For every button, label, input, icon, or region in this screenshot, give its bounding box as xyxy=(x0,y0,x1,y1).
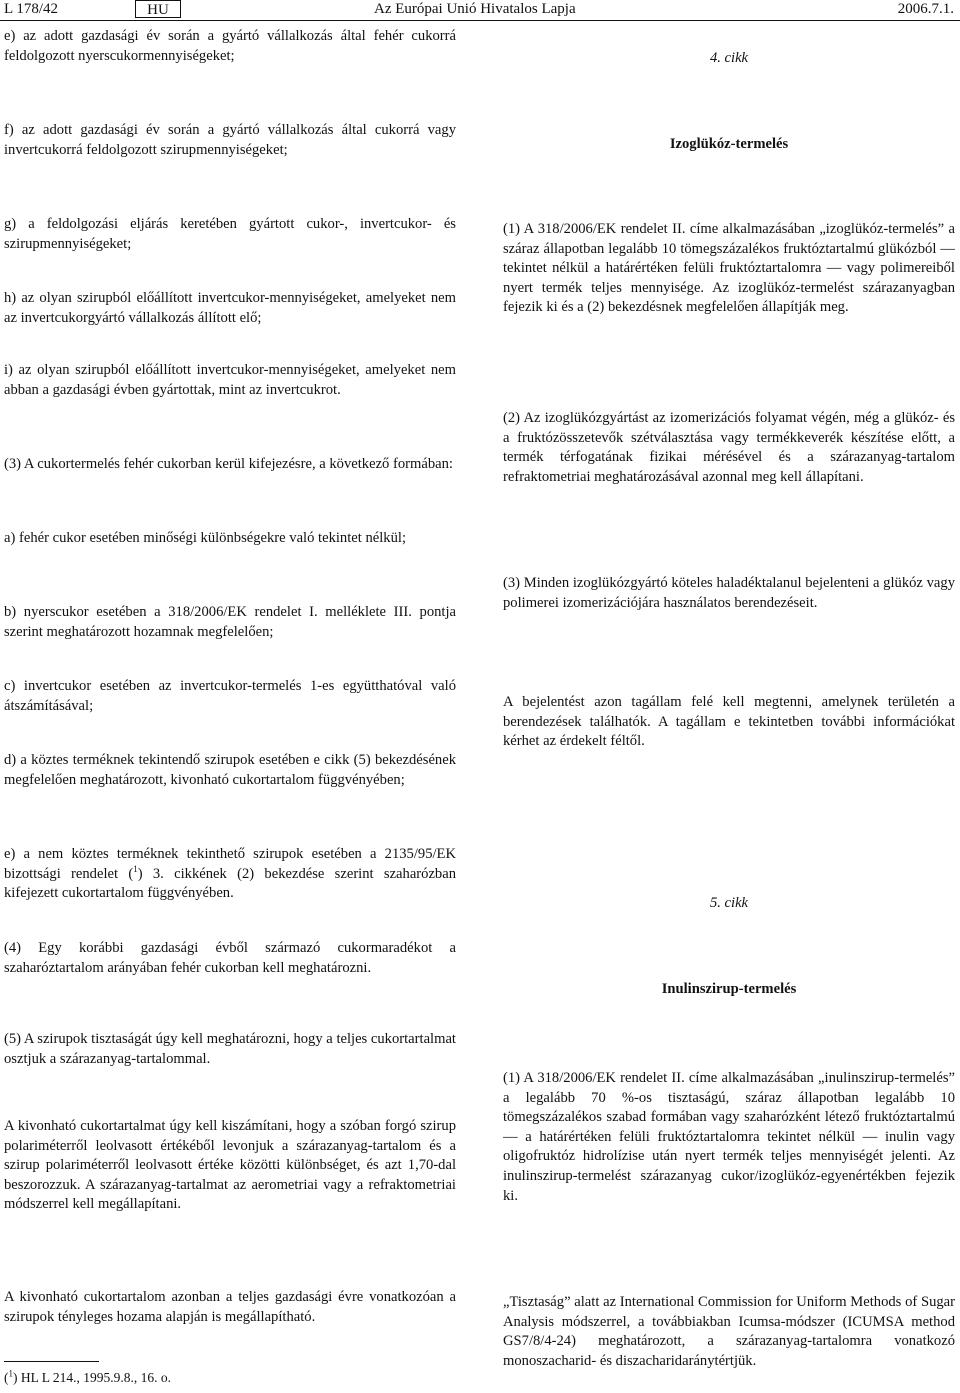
point-h-invert-sugar: h) az olyan szirupból előállított invertcukor-mennyiségeket, amelyeket nem az invertcukorgyártó vállalkozás állított elő; xyxy=(4,290,456,326)
article-4-paragraph-3: (3) Minden izoglükózgyártó köteles haladéktalanul bejelenteni a glükóz vagy polimerei izomerizációjára használatos berendezéseit. xyxy=(503,575,955,611)
yield-text: A kivonható cukortartalom azonban a teljes gazdasági évre vonatkozóan a szirupok tényleges hozama alapján is megállapítható. xyxy=(4,1289,456,1325)
page-header xyxy=(0,0,960,22)
point-g-processing: g) a feldolgozási eljárás keretében gyártott cukor-, invertcukor- és szirupmennyiségeket; xyxy=(4,216,456,252)
point-b-raw-sugar: b) nyerscukor esetében a 318/2006/EK rendelet I. melléklete III. pontja szerint meghatározott hozamnak megfelelően; xyxy=(4,604,456,640)
page-number: L 178/42 xyxy=(4,1,59,17)
issue-date: 2006.7.1. xyxy=(897,1,954,17)
paragraph-3: (3) A cukortermelés fehér cukorban kerül kifejezésre, a következő formában: xyxy=(4,456,453,472)
article-4-number: 4. cikk xyxy=(709,50,749,66)
point-i-invert-sugar: i) az olyan szirupból előállított invertcukor-mennyiségeket, amelyeket nem abban a gazdasági évben gyártottak, mint az invertcukrot. xyxy=(4,362,456,398)
article-4-title: Izoglükóz-termelés xyxy=(669,136,789,152)
footnote-reference: 1 xyxy=(133,863,138,874)
paragraph-5: (5) A szirupok tisztaságát úgy kell meghatározni, hogy a teljes cukortartalmat osztjuk a szárazanyag-tartalommal. xyxy=(4,1031,456,1067)
footnote-rule xyxy=(4,1361,99,1362)
point-c-invert-sugar: c) invertcukor esetében az invertcukor-termelés 1-es együtthatóval való átszámításával; xyxy=(4,678,456,714)
article-5-paragraph-1: (1) A 318/2006/EK rendelet II. címe alkalmazásában „inulinszirup-termelés” a legalább 70 %-os tisztaságú, száraz állapotban legalább 10 tömegszázalékos szabad formában vagy szaharózként létező fruktóztartalmú — a határértéken felüli fruktóztartalomra tekintet nélkül — inulin vagy oligofruktóz hidrolízise után nyert termék teljes mennyiségét jelenti. Az inulinszirup-termelést szárazanyag cukor/izoglükóz-egyenértékben fejezik ki. xyxy=(503,1070,955,1204)
point-f-syrup: f) az adott gazdasági év során a gyártó vállalkozás által cukorrá vagy invertcukorrá feldolgozott szirupmennyiségeket; xyxy=(4,122,456,158)
point-e-raw-sugar: e) az adott gazdasági év során a gyártó vállalkozás által fehér cukorrá feldolgozott nyerscukormennyiségeket; xyxy=(4,28,456,64)
purity-definition: „Tisztaság” alatt az International Commission for Uniform Methods of Sugar Analysis módszerrel, a továbbiakban Icumsa-módszer (ICUMSA method GS7/8/4-24) meghatározott, a szárazanyag-tartalomra vonatkozó monoszacharid- és diszacharidaránytértjük. xyxy=(503,1294,955,1369)
journal-title: Az Európai Unió Hivatalos Lapja xyxy=(374,1,576,17)
extractable-sugar-text: A kivonható cukortartalmat úgy kell kiszámítani, hogy a szóban forgó szirup polariméterről leolvasott értékéből levonjuk a szárazanyag-tartalom és a szirup polariméterről leolvasott értéke közötti különbséget, és azt 1,70-dal beszorozzuk. A szárazanyag-tartalmat az aerometriai vagy a refraktometriai módszerrel kell megállapítani. xyxy=(4,1118,456,1213)
article-5-title: Inulinszirup-termelés xyxy=(661,981,797,997)
paragraph-4: (4) Egy korábbi gazdasági évből származó cukormaradékot a szaharóztartalom arányában fehér cukorban kell meghatározni. xyxy=(4,940,456,976)
header-rule xyxy=(0,20,960,21)
point-e-syrups: e) a nem köztes terméknek tekinthető szirupok esetében a 2135/95/EK bizottsági rendelet ($^1$) 3. cikkének (2) bekezdése szerint szaharózban kifejezett cukortartalom függvényében. xyxy=(4,846,457,902)
footnote: ($^1$) HL L 214., 1995.9.8., 16. o. xyxy=(4,1368,171,1385)
article-5-number: 5. cikk xyxy=(709,895,749,911)
language-badge: HU xyxy=(135,0,181,18)
point-a-white-sugar: a) fehér cukor esetében minőségi különbségekre való tekintet nélkül; xyxy=(4,530,406,546)
notification-text: A bejelentést azon tagállam felé kell megtenni, amelynek területén a berendezések találhatók. A tagállam e tekintetben további információkat kérhet az érdekelt féltől. xyxy=(503,694,955,750)
article-4-paragraph-2: (2) Az izoglükózgyártást az izomerizációs folyamat végén, még a glükóz- és a fruktózösszetevők szétválasztása vagy termékkeverék készítése előtt, a termék térfogatának fizikai mérésével és a szárazanyag-tartalom refraktometriai meghatározásával azonnal meg kell állapítani. xyxy=(503,410,955,485)
point-d-syrups: d) a köztes terméknek tekintendő szirupok esetében e cikk (5) bekezdésének megfelelően meghatározott, kivonható cukortartalom függvényében; xyxy=(4,752,456,788)
article-4-paragraph-1: (1) A 318/2006/EK rendelet II. címe alkalmazásában „izoglükóz-termelés” a száraz állapotban legalább 10 tömegszázalékos fruktóztartalmú glükózból — tekintet nélkül a határértéken felüli fruktóztartalomra — vagy polimereiből nyert termék teljes mennyisége. Az izoglükóz-termelést szárazanyagban fejezik ki és a (2) bekezdésnek megfelelően állapítják meg. xyxy=(503,221,955,316)
